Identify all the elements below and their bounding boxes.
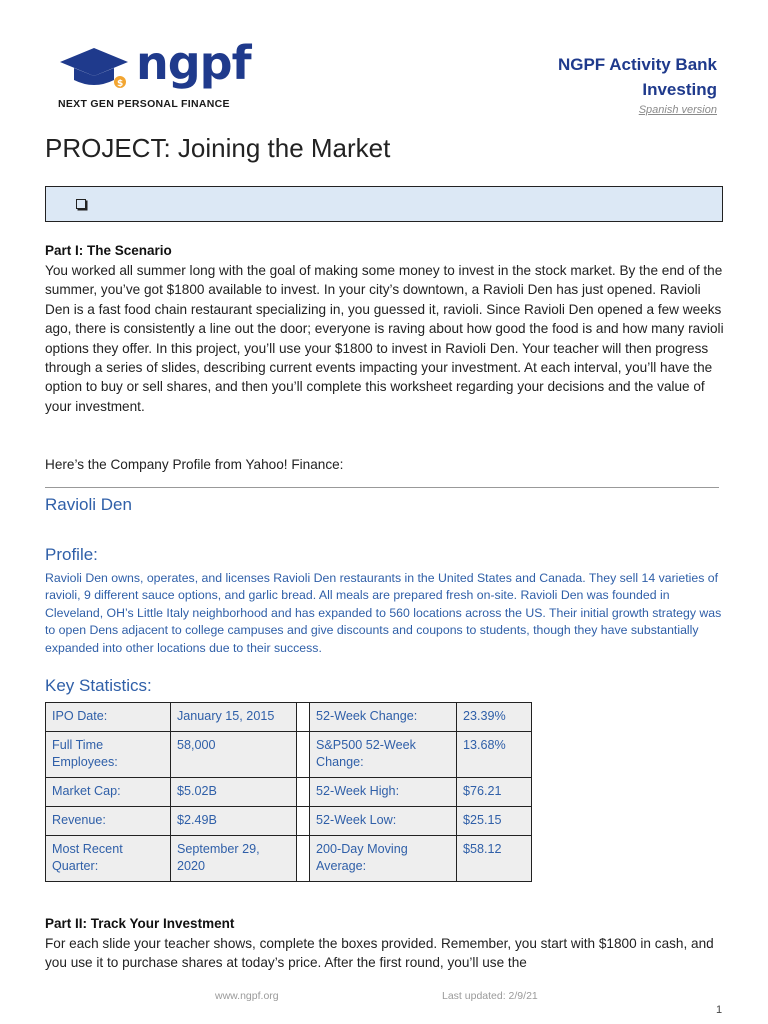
stat-value: $2.49B [171,807,297,836]
stat-label: 52-Week High: [310,778,457,807]
profile-text: Ravioli Den owns, operates, and licenses Ravioli Den restaurants in the United States and Canada. They sell 14 varieties of ravioli, 9 different sauce options, and garlic bread. All meals are prepared fresh on-site. Ravioli Den was founded in Cleveland, OH’s Little Italy neighborhood and has expanded to 560 locations across the US. Their initial growth strategy was to open Dens adjacent to college campuses and give discounts and coupons to students, though they have substantially expanded into other locations due to their success. [45,571,722,655]
page-title: PROJECT: Joining the Market [45,133,391,163]
logo-tagline: NEXT GEN PERSONAL FINANCE [58,98,230,110]
stat-value: $58.12 [457,836,532,882]
checkbox[interactable] [76,199,86,209]
activity-bank-label: NGPF Activity Bank [557,55,717,74]
ngpf-logo [58,36,258,116]
page-number: 1 [716,1004,723,1016]
stat-value: 13.68% [457,732,532,778]
header-right [558,52,717,116]
profile-heading: Profile: [45,545,98,564]
divider [45,487,719,488]
stat-value: September 29, 2020 [171,836,297,882]
table-row [46,703,532,732]
table-row [46,732,532,778]
table-row [46,807,532,836]
yahoo-intro: Here’s the Company Profile from Yahoo! Finance: [45,457,344,472]
stat-value: January 15, 2015 [171,703,297,732]
stat-label: Most Recent Quarter: [46,836,171,882]
stat-label: 200-Day Moving Average: [310,836,457,882]
stat-value: 58,000 [171,732,297,778]
company-name: Ravioli Den [45,495,132,514]
table-gap [297,836,310,882]
topic-label: Investing [642,80,717,99]
svg-text:$: $ [117,79,124,89]
stat-label: Full Time Employees: [46,732,171,778]
stat-label: 52-Week Low: [310,807,457,836]
table-row [46,836,532,882]
stat-label: S&P500 52-Week Change: [310,732,457,778]
key-statistics-table [45,702,532,882]
stat-label: IPO Date: [46,703,171,732]
graduation-cap-icon [58,44,130,94]
table-gap [297,778,310,807]
footer-updated: Last updated: 2/9/21 [442,990,538,1002]
part1-text: You worked all summer long with the goal of making some money to invest in the stock market. By the end of the summer, you’ve got $1800 available to invest. In your city’s downtown, a Ravioli Den has just opened. Ravioli Den is a fast food chain restaurant specializing in, you guessed it, ravioli. Since Ravioli Den opened a few weeks ago, there is consistently a line out the door; everyone is raving about how good the food is and how many ravioli options they offer. In this project, you’ll use your $1800 to invest in Ravioli Den. Your teacher will then progress through a series of slides, describing current events impacting your investment. At each interval, you’ll have the option to buy or sell shares, and then you’ll complete this worksheet regarding your decisions and the value of your investment. [45,263,724,414]
stat-value: 23.39% [457,703,532,732]
table-gap [297,807,310,836]
logo-wordmark: ngpf [136,36,251,90]
footer-url[interactable]: www.ngpf.org [215,990,279,1002]
stat-value: $5.02B [171,778,297,807]
table-gap [297,732,310,778]
table-row [46,778,532,807]
checkbox-bar [45,186,723,222]
stat-label: Revenue: [46,807,171,836]
table-gap [297,703,310,732]
part2-text: For each slide your teacher shows, complete the boxes provided. Remember, you start with $1800 in cash, and you use it to purchase shares at today’s price. After the first round, you’ll use the [45,936,714,971]
spanish-version-link[interactable]: Spanish version [638,104,717,116]
stat-label: 52-Week Change: [310,703,457,732]
part1-title: Part I: The Scenario [45,243,172,258]
stat-value: $25.15 [457,807,532,836]
part2-title: Part II: Track Your Investment [45,916,235,931]
stat-label: Market Cap: [46,778,171,807]
stat-value: $76.21 [457,778,532,807]
key-statistics-heading: Key Statistics: [45,676,152,695]
